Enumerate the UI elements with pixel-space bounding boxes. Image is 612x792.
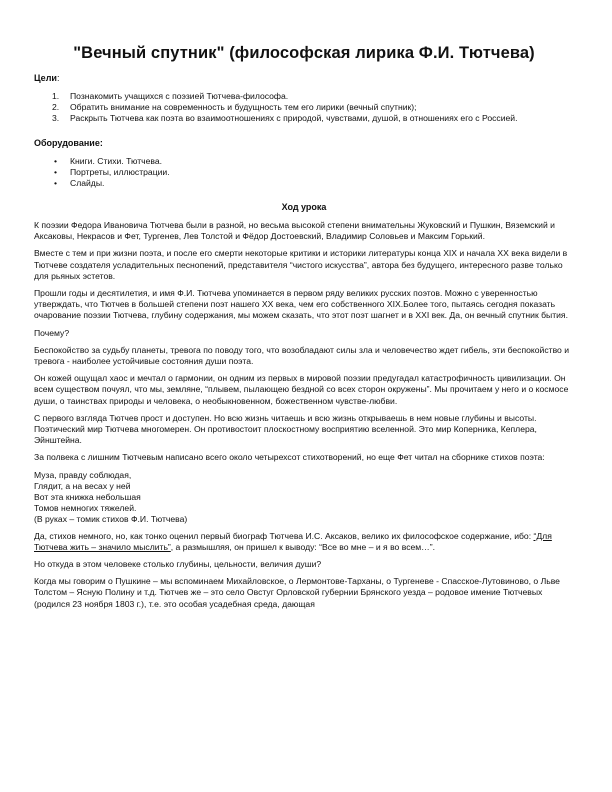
paragraph: Почему? <box>34 327 70 338</box>
list-item: 3. Раскрыть Тютчева как поэта во взаимоотношениях с природой, чувствами, душой, в отношениях его с Россией. <box>52 113 518 123</box>
paragraph: Вместе с тем и при жизни поэта, и после его смерти некоторые критики и историки литературы конца XIX и начала XX века видели в Тютчеве создателя усладительных песнопений, представителя “чистого искусства”, автора без будущего, интересного разве только для рьяных эстетов. <box>34 248 568 281</box>
poem-line: Томов немногих тяжелей. <box>34 503 137 514</box>
paragraph: К поэзии Федора Ивановича Тютчева были в разной, но весьма высокой степени внимательны Жуковский и Пушкин, Вяземский и Аксаковы, Некрасов и Фет, Тургенев, Лев Толстой и Фёдор Достоевский, Владимир Соловьев и Максим Горький. <box>34 220 555 242</box>
paragraph: Он кожей ощущал хаос и мечтал о гармонии, он одним из первых в мировой поэзии предугадал катастрофичность цивилизации. Он всем существом почуял, что мы, земляне, “плывем, пылающею бездной со всех сторон окружены”. Мы прочитаем у него и о космосе души, о таинствах природы и человека, о необыкновенном, божественном чувстве-любви. <box>34 373 569 406</box>
list-item: 2. Обратить внимание на современность и будущность тем его лирики (вечный спутник); <box>52 102 417 112</box>
list-item: • Слайды. <box>54 178 105 188</box>
section-heading: Ход урока <box>281 202 327 212</box>
bullet-icon: • <box>54 167 58 177</box>
document-page <box>34 44 574 616</box>
poem-line: Вот эта книжка небольшая <box>34 492 141 503</box>
list-item: • Книги. Стихи. Тютчева. <box>54 156 163 166</box>
paragraph: Когда мы говорим о Пушкине – мы вспоминаем Михайловское, о Лермонтове-Тарханы, о Тургеневе - Спасское-Лутовиново, о Льве Толстом – Ясную Полину и т.д. Тютчев же – это село Овстуг Орловской губернии Брянского уезда – родовое имение Тютчевых (родился 23 ноября 1803 г.), т.е. это особая усадебная среда, дающая <box>34 576 560 609</box>
page-title: "Вечный спутник" (философская лирика Ф.И. Тютчева) <box>73 44 535 62</box>
quote-link[interactable]: “Для Тютчева жить – значило мыслить” <box>34 530 552 552</box>
paragraph: За полвека с лишним Тютчевым написано всего около четырехсот стихотворений, но еще Фет читал на сборнике стихов поэта: <box>34 452 545 463</box>
poem-quote <box>34 470 574 526</box>
paragraph: Беспокойство за судьбу планеты, тревога по поводу того, что возобладают силы зла и человечество ждет гибель, эти беспокойство и тревога - наиболее устойчивые состояния души поэта. <box>34 344 570 367</box>
poem-caption: (В руках – томик стихов Ф.И. Тютчева) <box>34 514 188 525</box>
bullet-icon: • <box>54 156 58 166</box>
equipment-list <box>34 156 574 189</box>
equipment-label: Оборудование: <box>34 138 103 148</box>
paragraph: Прошли годы и десятилетия, и имя Ф.И. Тютчева упоминается в первом ряду великих русских поэтов. Можно с уверенностью утверждать, что Тютчев в большей степени поэт нашего XX века, чем его собственного XIX.Более того, пытаясь сегодня показать очарование поэзии Тютчева, глубину содержания, мы можем сказать, что этот поэт шагнет и в XXI век. Да, он вечный спутник бытия. <box>34 288 568 321</box>
paragraph: С первого взгляда Тютчев прост и доступен. Но всю жизнь читаешь и всю жизнь открываешь в нем новые глубины и высоты. Поэтический мир Тютчева многомерен. Он противостоит плоскостному восприятию вселенной. Это мир Коперника, Кеплера, Эйнштейна. <box>34 412 537 446</box>
poem-line: Муза, правду соблюдая, <box>34 469 132 480</box>
poem-line: Глядит, а на весах у ней <box>34 480 131 491</box>
paragraph: Да, стихов немного, но, как тонко оценил первый биограф Тютчева И.С. Аксаков, велико их философское содержание, ибо: “Для Тютчева жить – значило мыслить”, а размышляя, он пришел к выводу: “Все во мне – и я во всем…”. <box>34 530 552 552</box>
bullet-icon: • <box>54 178 58 188</box>
paragraph: Но откуда в этом человеке столько глубины, цельности, величия души? <box>34 559 322 570</box>
list-item: 1. Познакомить учащихся с поэзией Тютчева-философа. <box>52 91 289 101</box>
list-item: • Портреты, иллюстрации. <box>54 167 170 177</box>
goals-list <box>34 91 574 124</box>
goals-label: Цели: <box>34 73 60 83</box>
